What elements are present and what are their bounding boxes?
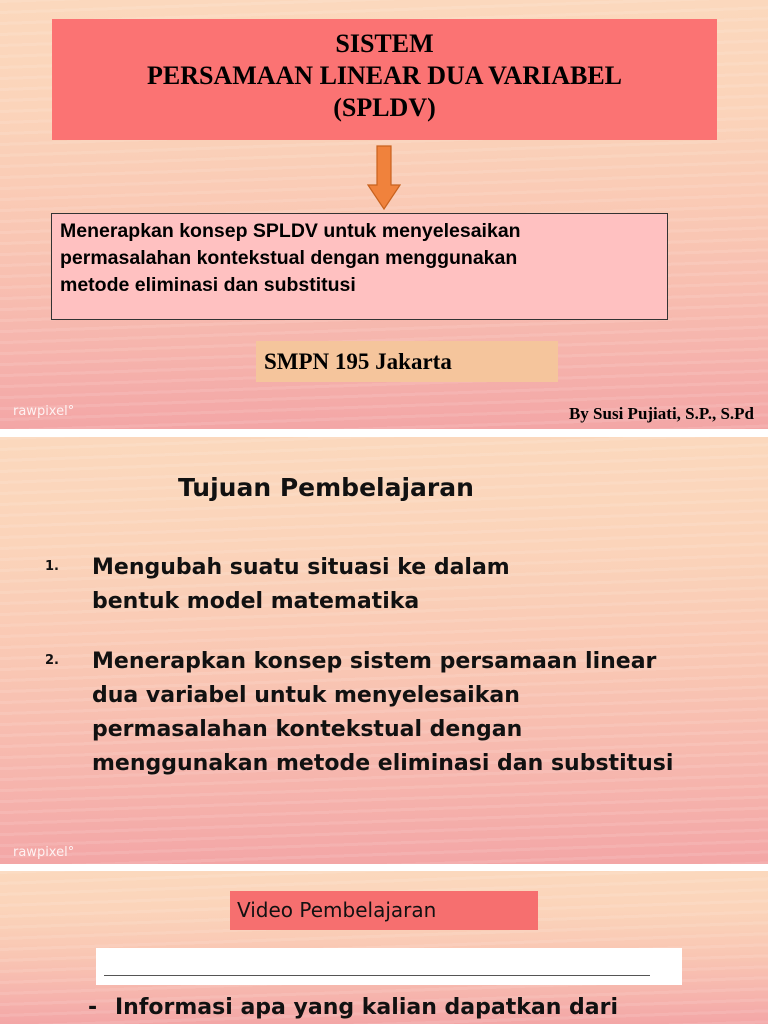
slide-title: Tujuan Pembelajaran [178, 473, 474, 502]
title-line-1: SISTEM [335, 29, 434, 58]
objective-line-3: metode eliminasi dan substitusi [60, 274, 356, 296]
video-link[interactable]: Video Pembelajaran [230, 891, 538, 930]
bullet-dash: - [88, 995, 98, 1020]
school-label: SMPN 195 Jakarta [256, 341, 558, 382]
goal-item [45, 645, 745, 781]
title-line-3: (SPLDV) [333, 93, 436, 122]
question-text: Informasi apa yang kalian dapatkan dari [115, 995, 619, 1020]
slide-3 [0, 871, 768, 1024]
slide-1 [0, 0, 768, 429]
objective-line-2: permasalahan kontekstual dengan menggunakan [60, 247, 518, 269]
goal-line: dua variabel untuk menyelesaikan [92, 683, 520, 708]
answer-field[interactable] [96, 948, 682, 985]
watermark: rawpixel° [13, 404, 75, 419]
objective-box [51, 213, 668, 320]
watermark: rawpixel° [13, 845, 75, 860]
goal-line: permasalahan kontekstual dengan [92, 717, 523, 742]
goal-item [45, 551, 745, 619]
objective-line-1: Menerapkan konsep SPLDV untuk menyelesaikan [60, 220, 521, 242]
goal-number: 1. [45, 559, 59, 574]
goal-line: Mengubah suatu situasi ke dalam [92, 555, 510, 580]
goal-line: bentuk model matematika [92, 589, 420, 614]
title-line-2: PERSAMAAN LINEAR DUA VARIABEL [146, 61, 623, 90]
slide-2 [0, 437, 768, 864]
goal-number: 2. [45, 653, 59, 668]
title-banner [52, 19, 717, 140]
goal-line: Menerapkan konsep sistem persamaan linear [92, 649, 657, 674]
question-item [88, 995, 618, 1020]
goal-line: menggunakan metode eliminasi dan substitusi [92, 751, 674, 776]
author-credit: By Susi Pujiati, S.P., S.Pd [568, 404, 754, 423]
answer-underline [104, 975, 650, 976]
down-arrow-icon [367, 145, 401, 211]
